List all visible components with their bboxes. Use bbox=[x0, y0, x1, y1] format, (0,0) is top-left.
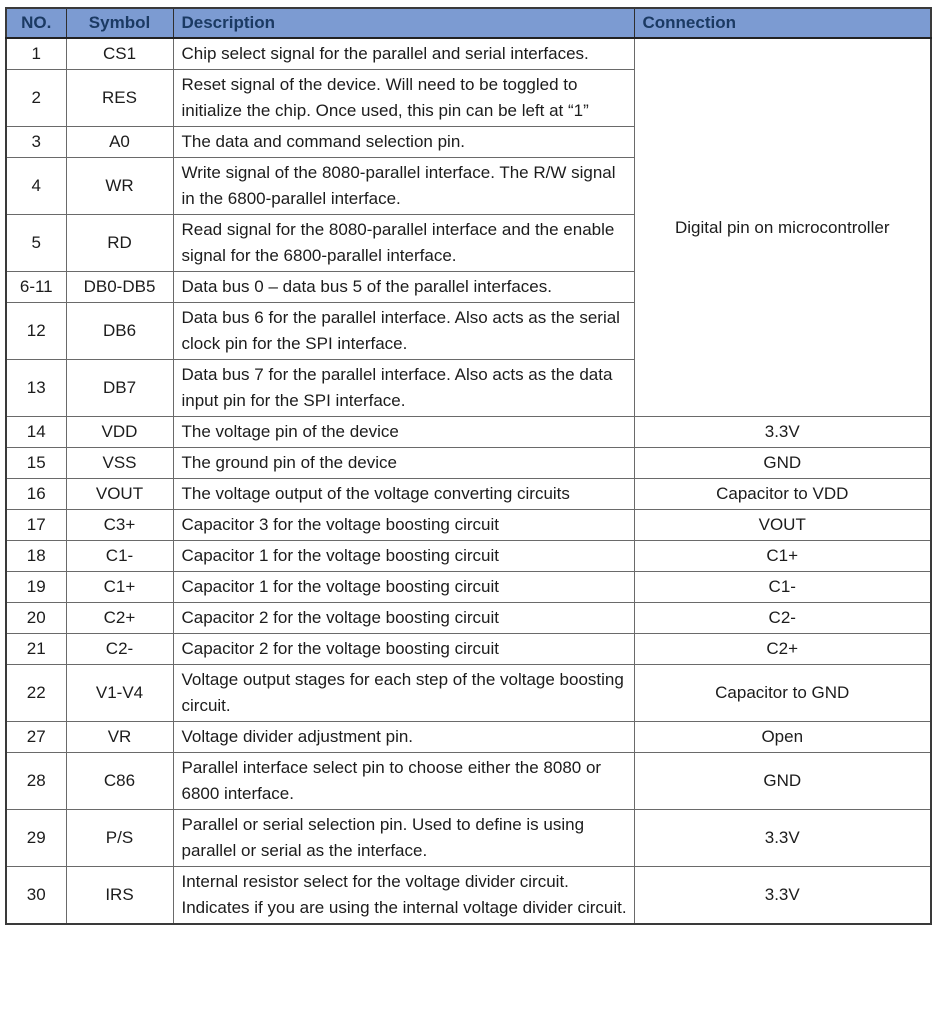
cell-pin-description: Capacitor 2 for the voltage boosting circuit bbox=[173, 603, 634, 634]
cell-pin-description: Capacitor 1 for the voltage boosting circuit bbox=[173, 541, 634, 572]
cell-pin-description: Read signal for the 8080-parallel interface and the enable signal for the 6800-parallel interface. bbox=[173, 215, 634, 272]
cell-pin-symbol: DB6 bbox=[66, 303, 173, 360]
table-row bbox=[6, 541, 931, 572]
table-row bbox=[6, 417, 931, 448]
cell-pin-symbol: P/S bbox=[66, 810, 173, 867]
cell-pin-description: Capacitor 1 for the voltage boosting circuit bbox=[173, 572, 634, 603]
cell-pin-number: 13 bbox=[6, 360, 66, 417]
cell-pin-symbol: DB0-DB5 bbox=[66, 272, 173, 303]
cell-pin-description: Parallel interface select pin to choose either the 8080 or 6800 interface. bbox=[173, 753, 634, 810]
cell-pin-description: The voltage output of the voltage converting circuits bbox=[173, 479, 634, 510]
cell-pin-number: 14 bbox=[6, 417, 66, 448]
cell-pin-symbol: VR bbox=[66, 722, 173, 753]
cell-pin-number: 19 bbox=[6, 572, 66, 603]
table-row bbox=[6, 810, 931, 867]
cell-pin-number: 30 bbox=[6, 867, 66, 925]
cell-pin-symbol: CS1 bbox=[66, 38, 173, 70]
cell-pin-connection: Digital pin on microcontroller bbox=[634, 38, 931, 417]
cell-pin-description: Parallel or serial selection pin. Used to define is using parallel or serial as the interface. bbox=[173, 810, 634, 867]
table-row bbox=[6, 603, 931, 634]
cell-pin-description: Data bus 6 for the parallel interface. Also acts as the serial clock pin for the SPI interface. bbox=[173, 303, 634, 360]
table-header bbox=[6, 8, 931, 38]
cell-pin-connection: C2- bbox=[634, 603, 931, 634]
cell-pin-description: Reset signal of the device. Will need to be toggled to initialize the chip. Once used, this pin can be left at “1” bbox=[173, 70, 634, 127]
cell-pin-symbol: IRS bbox=[66, 867, 173, 925]
cell-pin-symbol: C1+ bbox=[66, 572, 173, 603]
cell-pin-symbol: DB7 bbox=[66, 360, 173, 417]
cell-pin-description: Data bus 7 for the parallel interface. Also acts as the data input pin for the SPI interface. bbox=[173, 360, 634, 417]
cell-pin-description: Write signal of the 8080-parallel interface. The R/W signal in the 6800-parallel interface. bbox=[173, 158, 634, 215]
cell-pin-symbol: C2+ bbox=[66, 603, 173, 634]
cell-pin-number: 27 bbox=[6, 722, 66, 753]
table-row bbox=[6, 722, 931, 753]
cell-pin-number: 1 bbox=[6, 38, 66, 70]
cell-pin-description: Internal resistor select for the voltage divider circuit. Indicates if you are using the internal voltage divider circuit. bbox=[173, 867, 634, 925]
cell-pin-number: 29 bbox=[6, 810, 66, 867]
cell-pin-number: 3 bbox=[6, 127, 66, 158]
cell-pin-number: 28 bbox=[6, 753, 66, 810]
cell-pin-number: 5 bbox=[6, 215, 66, 272]
cell-pin-number: 21 bbox=[6, 634, 66, 665]
cell-pin-description: Voltage output stages for each step of the voltage boosting circuit. bbox=[173, 665, 634, 722]
cell-pin-symbol: A0 bbox=[66, 127, 173, 158]
cell-pin-connection: GND bbox=[634, 448, 931, 479]
cell-pin-symbol: C86 bbox=[66, 753, 173, 810]
cell-pin-connection: Capacitor to GND bbox=[634, 665, 931, 722]
cell-pin-symbol: C1- bbox=[66, 541, 173, 572]
cell-pin-number: 12 bbox=[6, 303, 66, 360]
table-row bbox=[6, 867, 931, 925]
table-row bbox=[6, 753, 931, 810]
cell-pin-number: 16 bbox=[6, 479, 66, 510]
cell-pin-description: Chip select signal for the parallel and serial interfaces. bbox=[173, 38, 634, 70]
table-row bbox=[6, 510, 931, 541]
cell-pin-number: 15 bbox=[6, 448, 66, 479]
cell-pin-description: Capacitor 3 for the voltage boosting circuit bbox=[173, 510, 634, 541]
cell-pin-symbol: VOUT bbox=[66, 479, 173, 510]
cell-pin-connection: Open bbox=[634, 722, 931, 753]
cell-pin-description: The ground pin of the device bbox=[173, 448, 634, 479]
cell-pin-connection: VOUT bbox=[634, 510, 931, 541]
cell-pin-number: 6-11 bbox=[6, 272, 66, 303]
cell-pin-connection: GND bbox=[634, 753, 931, 810]
cell-pin-description: Data bus 0 – data bus 5 of the parallel interfaces. bbox=[173, 272, 634, 303]
cell-pin-connection: C1+ bbox=[634, 541, 931, 572]
cell-pin-connection: Capacitor to VDD bbox=[634, 479, 931, 510]
cell-pin-symbol: C3+ bbox=[66, 510, 173, 541]
cell-pin-number: 18 bbox=[6, 541, 66, 572]
cell-pin-connection: C2+ bbox=[634, 634, 931, 665]
column-header-connection: Connection bbox=[634, 8, 931, 38]
cell-pin-description: Voltage divider adjustment pin. bbox=[173, 722, 634, 753]
cell-pin-number: 22 bbox=[6, 665, 66, 722]
column-header-symbol: Symbol bbox=[66, 8, 173, 38]
cell-pin-number: 20 bbox=[6, 603, 66, 634]
table-row bbox=[6, 38, 931, 70]
cell-pin-description: Capacitor 2 for the voltage boosting circuit bbox=[173, 634, 634, 665]
table-row bbox=[6, 572, 931, 603]
cell-pin-connection: 3.3V bbox=[634, 810, 931, 867]
cell-pin-number: 2 bbox=[6, 70, 66, 127]
cell-pin-connection: 3.3V bbox=[634, 867, 931, 925]
pin-table-body bbox=[6, 38, 931, 924]
cell-pin-connection: C1- bbox=[634, 572, 931, 603]
table-row bbox=[6, 665, 931, 722]
cell-pin-description: The voltage pin of the device bbox=[173, 417, 634, 448]
column-header-description: Description bbox=[173, 8, 634, 38]
cell-pin-number: 4 bbox=[6, 158, 66, 215]
cell-pin-symbol: WR bbox=[66, 158, 173, 215]
cell-pin-symbol: VSS bbox=[66, 448, 173, 479]
cell-pin-symbol: VDD bbox=[66, 417, 173, 448]
cell-pin-number: 17 bbox=[6, 510, 66, 541]
table-row bbox=[6, 448, 931, 479]
table-row bbox=[6, 634, 931, 665]
cell-pin-symbol: RES bbox=[66, 70, 173, 127]
cell-pin-symbol: V1-V4 bbox=[66, 665, 173, 722]
cell-pin-connection: 3.3V bbox=[634, 417, 931, 448]
cell-pin-description: The data and command selection pin. bbox=[173, 127, 634, 158]
cell-pin-symbol: RD bbox=[66, 215, 173, 272]
column-header-no: NO. bbox=[6, 8, 66, 38]
cell-pin-symbol: C2- bbox=[66, 634, 173, 665]
header-row bbox=[6, 8, 931, 38]
table-row bbox=[6, 479, 931, 510]
pin-description-table bbox=[5, 7, 932, 925]
